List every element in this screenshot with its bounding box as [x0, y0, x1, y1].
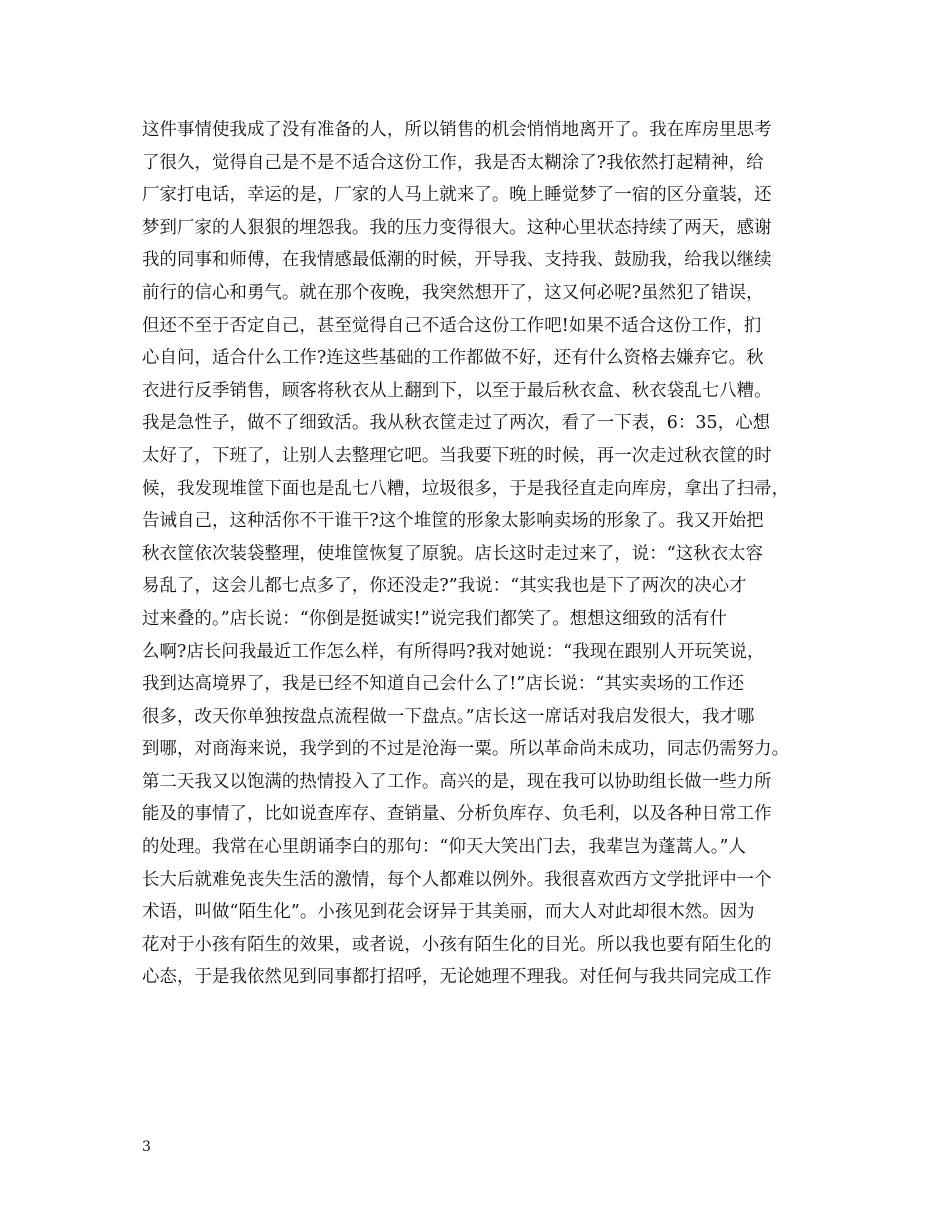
- text-line: 易乱了，这会儿都七点多了，你还没走?”我说：“其实我也是下了两次的决心才: [142, 576, 747, 597]
- text-line: 长大后就难免丧失生活的激情，每个人都难以例外。我很喜欢西方文学批评中一个: [142, 869, 772, 890]
- text-line: 过来叠的。”店长说：“你倒是挺诚实!”说完我们都笑了。想想这细致的活有什: [142, 608, 728, 629]
- text-line: 秋衣筐依次装袋整理，使堆筐恢复了原貌。店长这时走过来了，说：“这秋衣太容: [142, 543, 764, 564]
- text-line: 梦到厂家的人狠狠的埋怨我。我的压力变得很大。这种心里状态持续了两天，感谢: [142, 217, 772, 238]
- text-line: 我的同事和师傅，在我情感最低潮的时候，开导我、支持我、鼓励我，给我以继续: [142, 250, 772, 271]
- text-line: 心态，于是我依然见到同事都打招呼，无论她理不理我。对任何与我共同完成工作: [142, 967, 772, 988]
- text-line: 衣进行反季销售，顾客将秋衣从上翻到下，以至于最后秋衣盒、秋衣袋乱七八糟。: [142, 380, 772, 401]
- text-line: 厂家打电话，幸运的是，厂家的人马上就来了。晚上睡觉梦了一宿的区分童装，还: [142, 185, 772, 206]
- text-line: 很多，改天你单独按盘点流程做一下盘点。”店长这一席话对我启发很大，我才哪: [142, 706, 755, 727]
- text-line: 太好了，下班了，让别人去整理它吧。当我要下班的时候，再一次走过秋衣筐的时: [142, 445, 772, 466]
- text-line: 前行的信心和勇气。就在那个夜晚，我突然想开了，这又何必呢?虽然犯了错误，: [142, 282, 764, 303]
- text-line: 心自问，适合什么工作?连这些基础的工作都做不好，还有什么资格去嫌弃它。秋: [142, 348, 764, 369]
- text-line: 术语，叫做“陌生化”。小孩见到花会讶异于其美丽，而大人对此却很木然。因为: [142, 902, 755, 923]
- text-line: 了很久，觉得自己是不是不适合这份工作，我是否太糊涂了?我依然打起精神，给: [142, 152, 764, 173]
- text-line: 但还不至于否定自己，甚至觉得自己不适合这份工作吧!如果不适合这份工作，扪: [142, 315, 762, 336]
- text-line: 花对于小孩有陌生的效果，或者说，小孩有陌生化的目光。所以我也要有陌生化的: [142, 934, 772, 955]
- text-line: 的处理。我常在心里朗诵李白的那句：“仰天大笑出门去，我辈岂为蓬蒿人。”人: [142, 837, 746, 858]
- body-text: [142, 114, 822, 994]
- text-line: 我是急性子，做不了细致活。我从秋衣筐走过了两次，看了一下表，6：35，心想: [142, 413, 771, 434]
- text-line: 候，我发现堆筐下面也是乱七八糟，垃圾很多，于是我径直走向库房，拿出了扫帚，: [142, 478, 790, 499]
- page-number: 3: [142, 1139, 151, 1155]
- text-line: 能及的事情了，比如说查库存、查销量、分析负库存、负毛利，以及各种日常工作: [142, 804, 772, 825]
- text-line: 告诫自己，这种活你不干谁干?这个堆筐的形象太影响卖场的形象了。我又开始把: [142, 511, 764, 532]
- text-line: 到哪，对商海来说，我学到的不过是沧海一粟。所以革命尚未成功，同志仍需努力。: [142, 739, 790, 760]
- text-line: 第二天我又以饱满的热情投入了工作。高兴的是，现在我可以协助组长做一些力所: [142, 771, 772, 792]
- text-line: 么啊?店长问我最近工作怎么样，有所得吗?我对她说：“我现在跟别人开玩笑说，: [142, 641, 765, 662]
- text-line: 这件事情使我成了没有准备的人，所以销售的机会悄悄地离开了。我在库房里思考: [142, 120, 772, 140]
- text-line: 我到达高境界了，我是已经不知道自己会什么了!”店长说：“其实卖场的工作还: [142, 674, 745, 695]
